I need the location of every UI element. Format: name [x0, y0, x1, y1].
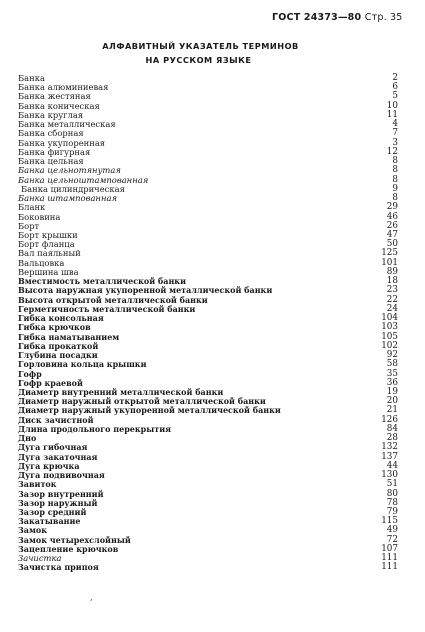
term-number: 24 — [386, 303, 398, 314]
index-term: Боковина — [18, 211, 61, 222]
index-term: Дуга крючка — [18, 460, 80, 471]
term-number: 8 — [392, 174, 398, 185]
term-number: 26 — [386, 220, 398, 231]
index-term: Вместимость металлической банки — [18, 276, 187, 287]
index-term: Диаметр наружный открытой металлической банки — [18, 396, 266, 407]
index-entry — [18, 517, 398, 526]
term-number: 21 — [386, 405, 398, 416]
index-term: Высота открытой металлической банки — [18, 294, 208, 305]
term-number: 8 — [392, 156, 398, 167]
index-term: Дуга закаточная — [18, 451, 98, 462]
term-number: 105 — [381, 331, 398, 342]
page-number: Стр. 35 — [364, 12, 403, 23]
index-term: Зачистка припоя — [18, 562, 99, 573]
index-term: Закатывание — [18, 516, 81, 527]
index-term: Банка алюминиевая — [18, 82, 109, 93]
index-entry — [18, 471, 398, 480]
scan-mark: , — [90, 593, 93, 602]
term-number: 101 — [381, 257, 398, 268]
term-number: 103 — [381, 322, 398, 333]
term-number: 126 — [381, 414, 398, 425]
index-term: Зазор наружный — [18, 497, 98, 508]
index-entry — [18, 425, 398, 434]
index-term: Банка — [18, 73, 45, 83]
term-number: 79 — [386, 507, 398, 518]
index-term: Замок четырехслойный — [18, 534, 131, 545]
term-number: 111 — [381, 553, 398, 564]
index-term: Диск зачистной — [18, 414, 94, 425]
term-number: 35 — [386, 368, 398, 379]
term-number: 46 — [386, 211, 398, 222]
term-number: 115 — [381, 516, 398, 527]
term-number: 137 — [381, 451, 398, 462]
index-entry — [18, 360, 398, 369]
index-term: Банка круглая — [18, 109, 84, 120]
index-term: Зазор средний — [18, 507, 87, 518]
index-term: Бланк — [18, 202, 46, 213]
index-term: Банка цельная — [18, 156, 84, 167]
term-number: 36 — [386, 377, 398, 388]
term-number: 89 — [386, 266, 398, 277]
index-term: Гофр краевой — [18, 377, 83, 388]
page-header — [272, 12, 403, 23]
index-subtitle: НА РУССКОМ ЯЗЫКЕ — [145, 55, 252, 65]
term-number: 18 — [386, 276, 398, 287]
index-term: Борт крышки — [18, 229, 78, 240]
term-number: 22 — [386, 294, 398, 305]
index-entry — [18, 545, 398, 554]
index-entry — [18, 231, 398, 240]
index-term: Банка металлическая — [18, 119, 116, 130]
index-term: Гибка консольная — [18, 313, 104, 324]
term-number: 51 — [386, 479, 398, 490]
index-term: Герметичность металлической банки — [18, 303, 196, 314]
term-number: 23 — [386, 285, 398, 296]
index-term: Глубина посадки — [18, 350, 98, 361]
index-term: Банка цельнотянутая — [18, 165, 121, 176]
index-term: Длина продольного перекрытия — [18, 423, 172, 434]
index-term: Высота наружная укупоренной металлической банки — [18, 285, 273, 296]
index-title: АЛФАВИТНЫЙ УКАЗАТЕЛЬ ТЕРМИНОВ — [102, 41, 299, 51]
term-number: 20 — [386, 396, 398, 407]
term-number: 2 — [392, 73, 398, 83]
term-number: 9 — [392, 183, 398, 194]
index-entry — [18, 213, 398, 222]
term-number: 8 — [392, 165, 398, 176]
term-number: 132 — [381, 442, 398, 453]
index-term: Дуга подвивочная — [18, 470, 105, 481]
index-term: Борт фланца — [18, 239, 75, 250]
term-number: 44 — [386, 460, 398, 471]
term-number: 28 — [386, 433, 398, 444]
index-term: Завиток — [18, 479, 57, 490]
term-number: 8 — [392, 193, 398, 204]
index-entry — [18, 194, 398, 203]
index-term: Банка цилиндрическая — [21, 183, 125, 194]
term-number: 47 — [386, 229, 398, 240]
term-number: 50 — [386, 239, 398, 250]
term-number: 125 — [381, 248, 398, 259]
index-term: Банка штампованная — [18, 193, 118, 204]
index-term: Банка фигурная — [18, 146, 91, 157]
term-index-list — [18, 74, 398, 573]
index-term: Диаметр внутренний металлической банки — [18, 386, 224, 397]
term-number: 102 — [381, 340, 398, 351]
term-number: 11 — [386, 109, 398, 120]
index-entry — [18, 249, 398, 258]
index-term: Замок — [18, 525, 48, 536]
index-term: Дно — [18, 433, 37, 444]
index-term: Вальцовка — [18, 257, 65, 268]
term-number: 3 — [392, 137, 398, 148]
index-term: Гибка крючков — [18, 322, 91, 333]
index-term: Зачистка — [18, 553, 62, 564]
index-term: Гибка прокаткой — [18, 340, 99, 351]
index-term: Гофр — [18, 368, 42, 379]
term-number: 107 — [381, 543, 398, 554]
term-number: 19 — [386, 386, 398, 397]
term-number: 5 — [392, 91, 398, 102]
term-number: 7 — [392, 128, 398, 139]
index-term: Зацепление крючков — [18, 543, 119, 554]
index-term: Банка коническая — [18, 100, 100, 111]
term-number: 49 — [386, 525, 398, 536]
term-number: 10 — [386, 100, 398, 111]
index-term: Банка укупоренная — [18, 137, 106, 148]
index-term: Дуга гибочная — [18, 442, 88, 453]
term-number: 29 — [386, 202, 398, 213]
index-term: Борт — [18, 220, 40, 231]
term-number: 92 — [386, 350, 398, 361]
term-number: 104 — [381, 313, 398, 324]
term-number: 130 — [381, 470, 398, 481]
index-term: Вал паяльный — [18, 248, 81, 259]
term-number: 58 — [386, 359, 398, 370]
index-term: Диаметр наружный укупоренной металлической банки — [18, 405, 281, 416]
index-term: Банка сборная — [18, 128, 84, 139]
index-term: Зазор внутренний — [18, 488, 104, 499]
term-number: 84 — [386, 423, 398, 434]
term-number: 78 — [386, 497, 398, 508]
term-number: 6 — [392, 82, 398, 93]
index-term: Гибка наматыванием — [18, 331, 120, 342]
index-entry — [18, 563, 398, 572]
term-number: 4 — [392, 119, 398, 130]
index-term: Банка жестяная — [18, 91, 91, 102]
term-number: 72 — [386, 534, 398, 545]
term-number: 111 — [381, 562, 398, 573]
index-term: Банка цельноштампованная — [18, 174, 149, 185]
index-term: Горловина кольца крышки — [18, 359, 147, 370]
term-number: 12 — [386, 146, 398, 157]
index-entry — [18, 203, 398, 212]
term-number: 80 — [386, 488, 398, 499]
index-term: Вершина шва — [18, 266, 79, 277]
standard-number: ГОСТ 24373—80 — [272, 12, 362, 23]
